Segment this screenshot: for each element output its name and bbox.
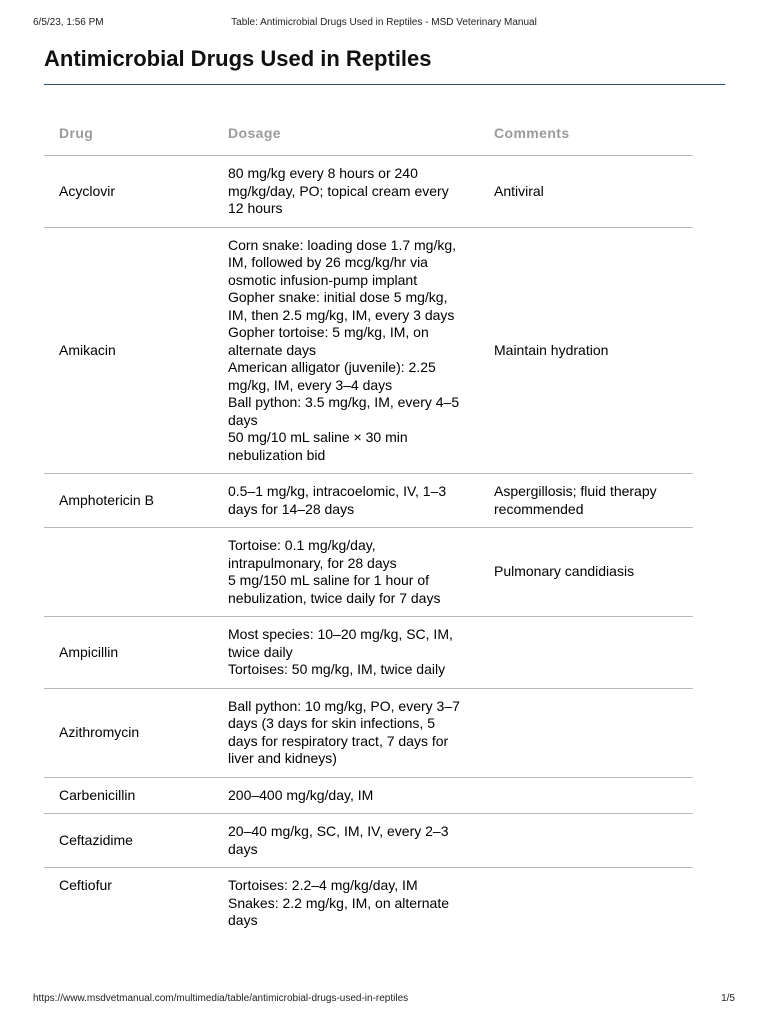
page-url: https://www.msdvetmanual.com/multimedia/table/antimicrobial-drugs-used-in-reptiles <box>33 993 409 1004</box>
table-row <box>44 868 693 939</box>
comments-cell <box>479 777 693 814</box>
drug-cell: Amphotericin B <box>44 474 213 528</box>
comments-cell: Pulmonary candidiasis <box>479 528 693 617</box>
table-body <box>44 156 693 939</box>
dosage-line: Ball python: 10 mg/kg, PO, every 3–7 days (3 days for skin infections, 5 days for respiratory tract, 7 days for liver and kidneys) <box>228 697 460 766</box>
dosage-cell <box>213 868 479 939</box>
comments-cell: Antiviral <box>479 156 693 228</box>
antimicrobial-drugs-table <box>44 113 693 939</box>
print-header <box>33 17 735 31</box>
table-row <box>44 227 693 474</box>
column-header-dosage: Dosage <box>228 125 281 142</box>
drug-cell: Ceftiofur <box>44 868 213 939</box>
comments-cell <box>479 814 693 868</box>
dosage-cell <box>213 688 479 777</box>
dosage-line: Tortoise: 0.1 mg/kg/day, intrapulmonary, for 28 days <box>228 537 397 571</box>
dosage-line: Tortoises: 50 mg/kg, IM, twice daily <box>228 661 446 677</box>
table-row <box>44 777 693 814</box>
print-footer <box>33 993 735 1007</box>
table-row <box>44 528 693 617</box>
table-row <box>44 156 693 228</box>
page-title: Antimicrobial Drugs Used in Reptiles <box>44 46 432 71</box>
dosage-line: Snakes: 2.2 mg/kg, IM, on alternate days <box>228 894 450 928</box>
dosage-line: 5 mg/150 mL saline for 1 hour of nebulization, twice daily for 7 days <box>228 572 441 606</box>
dosage-line: Most species: 10–20 mg/kg, SC, IM, twice daily <box>228 626 453 660</box>
drug-cell: Azithromycin <box>44 688 213 777</box>
dosage-cell <box>213 528 479 617</box>
table-row <box>44 814 693 868</box>
dosage-line: 80 mg/kg every 8 hours or 240 mg/kg/day, PO; topical cream every 12 hours <box>228 165 449 216</box>
dosage-line: 0.5–1 mg/kg, intracoelomic, IV, 1–3 days for 14–28 days <box>228 483 447 517</box>
drug-cell: Amikacin <box>44 227 213 474</box>
column-header-comments: Comments <box>494 125 570 142</box>
dosage-line: Gopher snake: initial dose 5 mg/kg, IM, then 2.5 mg/kg, IM, every 3 days <box>228 289 455 323</box>
dosage-cell <box>213 617 479 689</box>
dosage-line: Ball python: 3.5 mg/kg, IM, every 4–5 days <box>228 394 460 428</box>
dosage-cell <box>213 227 479 474</box>
dosage-line: Corn snake: loading dose 1.7 mg/kg, IM, followed by 26 mcg/kg/hr via osmotic infusion-pump implant <box>228 236 457 288</box>
print-date: 6/5/23, 1:56 PM <box>33 17 104 28</box>
dosage-line: American alligator (juvenile): 2.25 mg/kg, IM, every 3–4 days <box>228 359 436 393</box>
drug-cell: Acyclovir <box>44 156 213 228</box>
table-row <box>44 617 693 689</box>
comments-cell: Maintain hydration <box>479 227 693 474</box>
drug-cell: Carbenicillin <box>44 777 213 814</box>
dosage-cell <box>213 814 479 868</box>
dosage-cell <box>213 474 479 528</box>
drug-cell <box>44 528 213 617</box>
table-row <box>44 474 693 528</box>
comments-cell <box>479 688 693 777</box>
comments-cell <box>479 617 693 689</box>
comments-cell <box>479 868 693 939</box>
drug-cell: Ampicillin <box>44 617 213 689</box>
table-row <box>44 688 693 777</box>
dosage-cell <box>213 777 479 814</box>
dosage-cell <box>213 156 479 228</box>
dosage-line: 200–400 mg/kg/day, IM <box>228 786 374 803</box>
table-header-row <box>44 113 693 156</box>
comments-cell: Aspergillosis; fluid therapy recommended <box>479 474 693 528</box>
drug-cell: Ceftazidime <box>44 814 213 868</box>
column-header-drug: Drug <box>59 125 94 142</box>
dosage-line: Gopher tortoise: 5 mg/kg, IM, on alternate days <box>228 324 429 358</box>
title-divider <box>44 84 725 85</box>
dosage-line: 50 mg/10 mL saline × 30 min nebulization bid <box>228 429 408 463</box>
page-number: 1/5 <box>721 993 735 1004</box>
dosage-line: Tortoises: 2.2–4 mg/kg/day, IM <box>228 877 418 893</box>
print-document-title: Table: Antimicrobial Drugs Used in Reptiles - MSD Veterinary Manual <box>231 17 537 28</box>
dosage-line: 20–40 mg/kg, SC, IM, IV, every 2–3 days <box>228 823 449 857</box>
